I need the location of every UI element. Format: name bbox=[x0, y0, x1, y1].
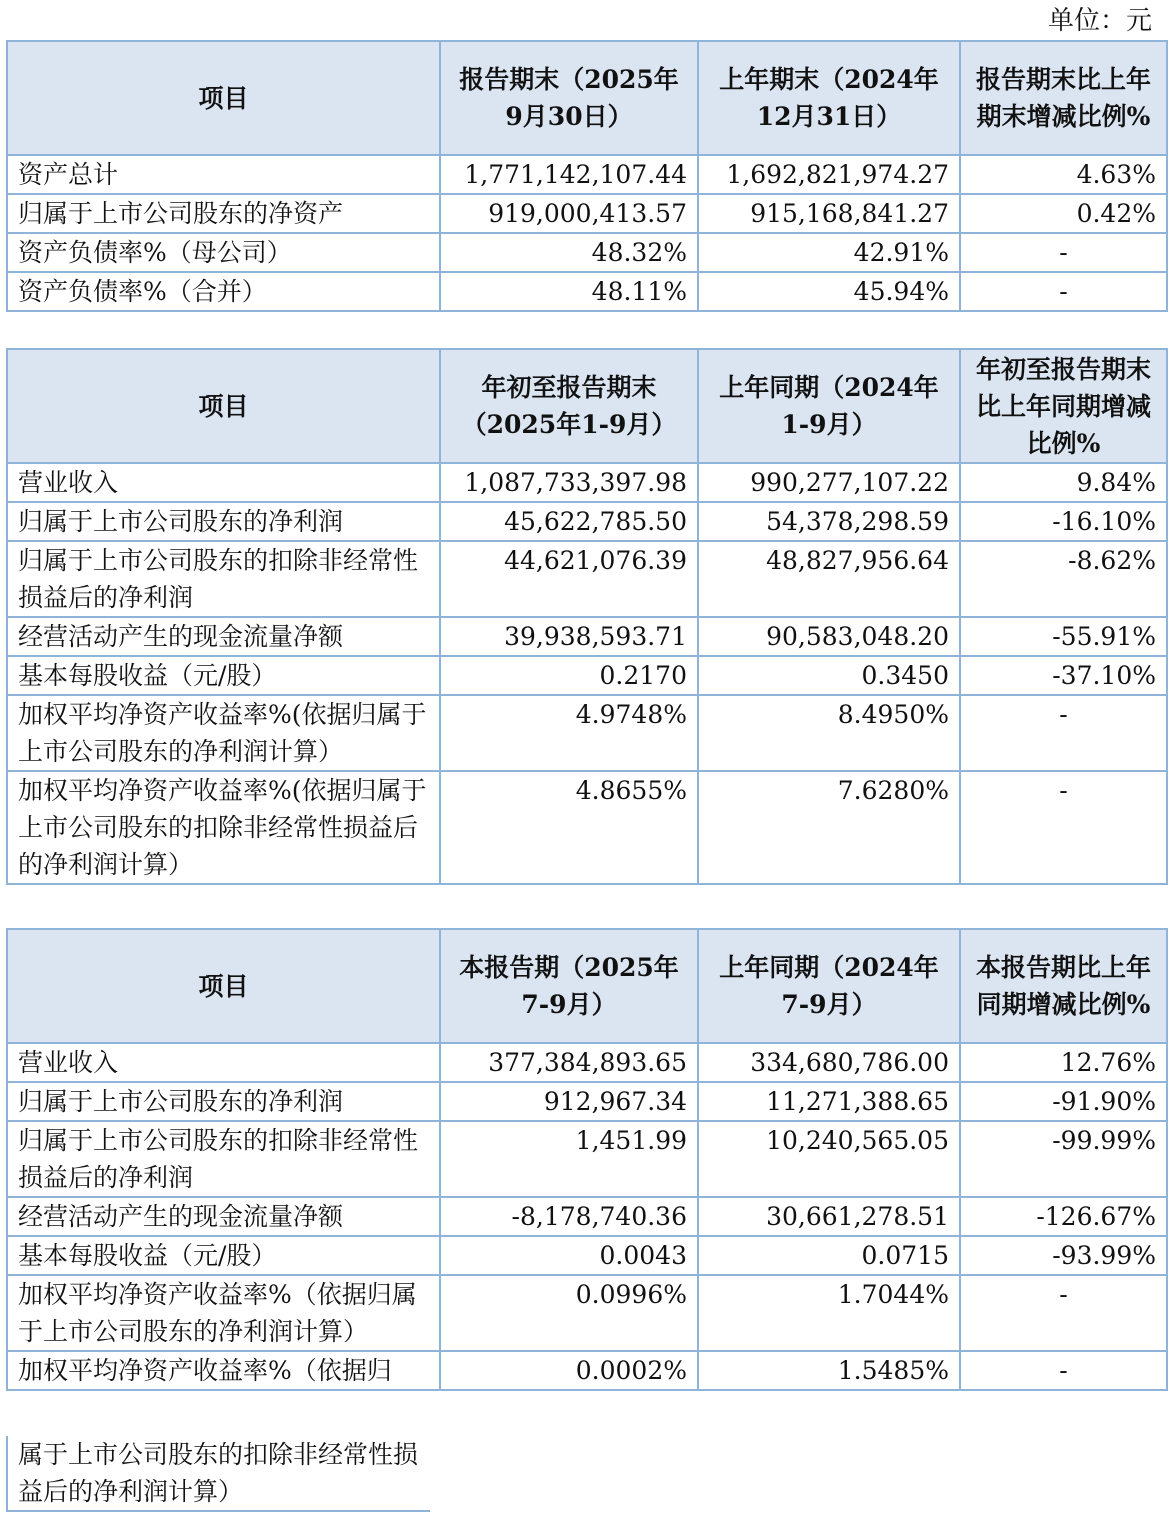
table-row bbox=[7, 1197, 1167, 1236]
cell-value: 12.76% bbox=[960, 1043, 1167, 1082]
cell-value: 1,771,142,107.44 bbox=[440, 155, 698, 194]
cell-value: 4.9748% bbox=[440, 695, 698, 771]
cell-value: - bbox=[960, 233, 1167, 272]
header-prior-ytd: 上年同期（2024年1-9月） bbox=[698, 349, 960, 463]
header-row bbox=[7, 929, 1167, 1043]
cell-value: 919,000,413.57 bbox=[440, 194, 698, 233]
row-label: 归属于上市公司股东的扣除非经常性损益后的净利润 bbox=[7, 1121, 440, 1197]
header-ytd: 年初至报告期末（2025年1-9月） bbox=[440, 349, 698, 463]
row-label: 营业收入 bbox=[7, 1043, 440, 1082]
table-row bbox=[7, 1236, 1167, 1275]
cell-value: 7.6280% bbox=[698, 771, 960, 884]
cell-value: 915,168,841.27 bbox=[698, 194, 960, 233]
cell-value: 1.5485% bbox=[698, 1351, 960, 1390]
row-label: 资产负债率%（母公司） bbox=[7, 233, 440, 272]
row-label: 加权平均净资产收益率%（依据归 bbox=[7, 1351, 440, 1390]
cell-value: 48.32% bbox=[440, 233, 698, 272]
table-row bbox=[7, 617, 1167, 656]
table-row bbox=[7, 1275, 1167, 1351]
row-label: 营业收入 bbox=[7, 463, 440, 502]
table-row bbox=[7, 656, 1167, 695]
header-prior-year-end: 上年期末（2024年12月31日） bbox=[698, 41, 960, 155]
cell-value: 48.11% bbox=[440, 272, 698, 311]
cell-value: -16.10% bbox=[960, 502, 1167, 541]
cell-value: - bbox=[960, 695, 1167, 771]
cell-value: 39,938,593.71 bbox=[440, 617, 698, 656]
table-row bbox=[7, 233, 1167, 272]
cell-value: 4.8655% bbox=[440, 771, 698, 884]
quarter-income-table bbox=[6, 928, 1168, 1391]
row-label: 归属于上市公司股东的扣除非经常性损益后的净利润 bbox=[7, 541, 440, 617]
cell-value: 0.42% bbox=[960, 194, 1167, 233]
table-row bbox=[7, 463, 1167, 502]
table-row bbox=[7, 1121, 1167, 1197]
table-row bbox=[7, 155, 1167, 194]
cell-value: 1,451.99 bbox=[440, 1121, 698, 1197]
header-row bbox=[7, 349, 1167, 463]
row-label: 归属于上市公司股东的净资产 bbox=[7, 194, 440, 233]
cell-value: 0.0043 bbox=[440, 1236, 698, 1275]
table-row bbox=[7, 194, 1167, 233]
header-change-pct: 年初至报告期末比上年同期增减比例% bbox=[960, 349, 1167, 463]
cell-value: 10,240,565.05 bbox=[698, 1121, 960, 1197]
cell-value: -37.10% bbox=[960, 656, 1167, 695]
cell-value: -126.67% bbox=[960, 1197, 1167, 1236]
row-label: 归属于上市公司股东的净利润 bbox=[7, 502, 440, 541]
row-label: 基本每股收益（元/股） bbox=[7, 656, 440, 695]
row-label: 归属于上市公司股东的净利润 bbox=[7, 1082, 440, 1121]
cell-value: 90,583,048.20 bbox=[698, 617, 960, 656]
cell-value: 377,384,893.65 bbox=[440, 1043, 698, 1082]
cell-value: -8,178,740.36 bbox=[440, 1197, 698, 1236]
header-prior-quarter: 上年同期（2024年7-9月） bbox=[698, 929, 960, 1043]
row-label: 经营活动产生的现金流量净额 bbox=[7, 617, 440, 656]
table-row bbox=[7, 1043, 1167, 1082]
cell-value: 48,827,956.64 bbox=[698, 541, 960, 617]
cell-value: 334,680,786.00 bbox=[698, 1043, 960, 1082]
cell-value: -8.62% bbox=[960, 541, 1167, 617]
cell-value: 912,967.34 bbox=[440, 1082, 698, 1121]
cell-value: - bbox=[960, 1351, 1167, 1390]
cell-value: 45,622,785.50 bbox=[440, 502, 698, 541]
table-row bbox=[7, 272, 1167, 311]
cell-value: 0.0715 bbox=[698, 1236, 960, 1275]
row-label: 加权平均净资产收益率%(依据归属于上市公司股东的净利润计算） bbox=[7, 695, 440, 771]
header-row bbox=[7, 41, 1167, 155]
cell-value: -99.99% bbox=[960, 1121, 1167, 1197]
cell-value: 8.4950% bbox=[698, 695, 960, 771]
row-label: 基本每股收益（元/股） bbox=[7, 1236, 440, 1275]
cell-value: - bbox=[960, 1275, 1167, 1351]
row-label: 经营活动产生的现金流量净额 bbox=[7, 1197, 440, 1236]
cell-value: 1,692,821,974.27 bbox=[698, 155, 960, 194]
balance-table bbox=[6, 40, 1168, 312]
header-current-quarter: 本报告期（2025年7-9月） bbox=[440, 929, 698, 1043]
table-row bbox=[7, 1351, 1167, 1390]
header-change-pct: 本报告期比上年同期增减比例% bbox=[960, 929, 1167, 1043]
cell-value: 1.7044% bbox=[698, 1275, 960, 1351]
header-period-end: 报告期末（2025年9月30日） bbox=[440, 41, 698, 155]
cell-value: 0.3450 bbox=[698, 656, 960, 695]
cell-value: 45.94% bbox=[698, 272, 960, 311]
cell-value: 0.0002% bbox=[440, 1351, 698, 1390]
cell-value: 9.84% bbox=[960, 463, 1167, 502]
unit-label: 单位：元 bbox=[1047, 6, 1152, 36]
header-change-pct: 报告期末比上年期末增减比例% bbox=[960, 41, 1167, 155]
cell-value: 30,661,278.51 bbox=[698, 1197, 960, 1236]
row-label: 资产负债率%（合并） bbox=[7, 272, 440, 311]
header-item: 项目 bbox=[7, 349, 440, 463]
cell-value: -55.91% bbox=[960, 617, 1167, 656]
cell-value: 4.63% bbox=[960, 155, 1167, 194]
cell-value: 44,621,076.39 bbox=[440, 541, 698, 617]
ytd-income-table bbox=[6, 348, 1168, 885]
cell-value: - bbox=[960, 771, 1167, 884]
cell-value: 0.0996% bbox=[440, 1275, 698, 1351]
cell-value: 1,087,733,397.98 bbox=[440, 463, 698, 502]
cell-value: 54,378,298.59 bbox=[698, 502, 960, 541]
table-row bbox=[7, 541, 1167, 617]
row-label: 加权平均净资产收益率%（依据归属于上市公司股东的净利润计算） bbox=[7, 1275, 440, 1351]
cell-value: 990,277,107.22 bbox=[698, 463, 960, 502]
row-label: 资产总计 bbox=[7, 155, 440, 194]
table-row bbox=[7, 771, 1167, 884]
table-row bbox=[7, 1082, 1167, 1121]
cell-value: 0.2170 bbox=[440, 656, 698, 695]
cell-value: 42.91% bbox=[698, 233, 960, 272]
header-item: 项目 bbox=[7, 41, 440, 155]
row-label: 加权平均净资产收益率%(依据归属于上市公司股东的扣除非经常性损益后的净利润计算） bbox=[7, 771, 440, 884]
table-row bbox=[7, 502, 1167, 541]
cell-value: - bbox=[960, 272, 1167, 311]
cell-value: -91.90% bbox=[960, 1082, 1167, 1121]
table-row bbox=[7, 695, 1167, 771]
cell-value: 11,271,388.65 bbox=[698, 1082, 960, 1121]
header-item: 项目 bbox=[7, 929, 440, 1043]
cell-value: -93.99% bbox=[960, 1236, 1167, 1275]
continuation-cell: 属于上市公司股东的扣除非经常性损益后的净利润计算） bbox=[6, 1436, 430, 1512]
